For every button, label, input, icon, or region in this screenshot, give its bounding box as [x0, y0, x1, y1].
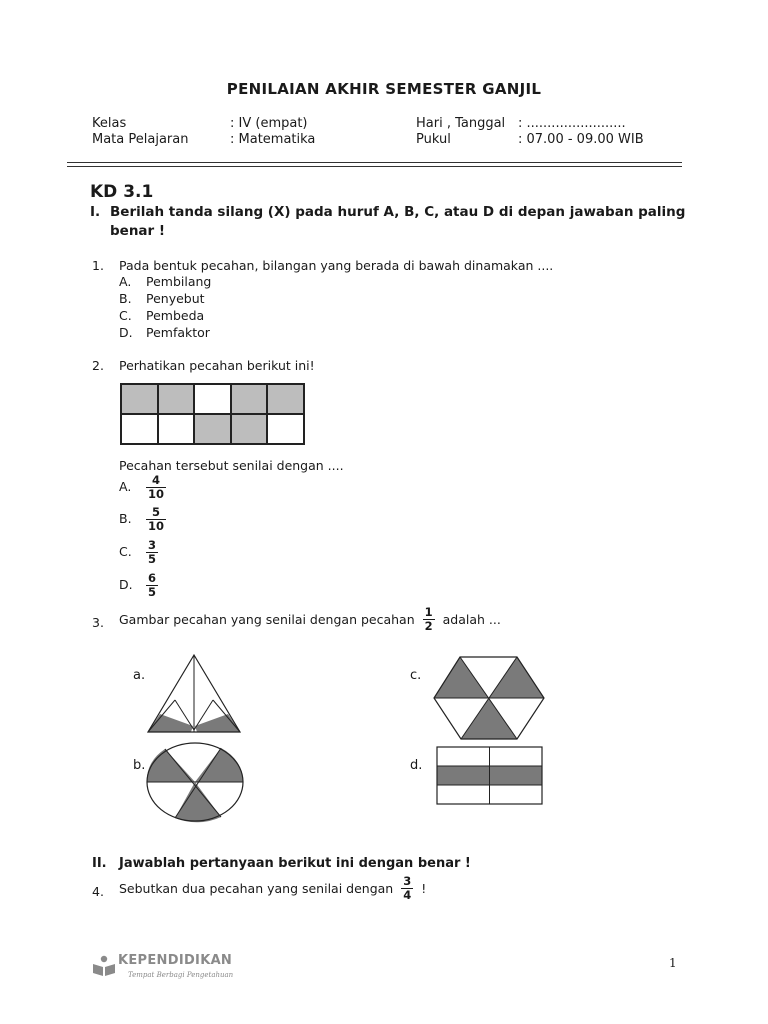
section-2-text: Jawablah pertanyaan berikut ini dengan benar ! [119, 856, 471, 871]
section-2-instruction [92, 856, 471, 871]
fraction-denominator: 2 [424, 619, 433, 633]
fraction-denominator: 10 [148, 519, 165, 533]
value-hari-tanggal: : ........................ [518, 116, 626, 131]
value-pukul: : 07.00 - 09.00 WIB [518, 132, 644, 147]
logo-name: KEPENDIDIKAN [118, 953, 233, 968]
question-4-text-before: Sebutkan dua pecahan yang senilai dengan [119, 881, 394, 896]
question-4-text-after: ! [421, 881, 427, 896]
page-title: PENILAIAN AKHIR SEMESTER GANJIL [226, 80, 542, 98]
question-4-fraction [401, 875, 413, 902]
grid-cell-shaded [267, 384, 304, 414]
question-2-text: Perhatikan pecahan berikut ini! [119, 358, 315, 373]
grid-cell-shaded [231, 414, 268, 444]
fraction [146, 572, 158, 599]
option-text: Pembeda [146, 308, 205, 323]
option-text: Pembilang [146, 274, 212, 289]
instruction-line-1: Berilah tanda silang (X) pada huruf A, B, C, atau D di depan jawaban paling [110, 204, 686, 220]
question-1-option-b [119, 290, 205, 307]
grid-cell-shaded [121, 384, 158, 414]
fraction-numerator: 6 [148, 571, 157, 585]
fraction-grid [120, 383, 305, 445]
shaded-region [195, 714, 240, 732]
option-letter: A. [119, 479, 132, 494]
option-text: Pemfaktor [146, 325, 210, 340]
fraction-numerator: 3 [403, 874, 412, 888]
book-person-icon [92, 955, 116, 977]
instruction-line-2: benar ! [110, 223, 166, 239]
fraction-numerator: 1 [424, 605, 433, 619]
page-number: 1 [669, 956, 677, 970]
question-3-fraction [423, 606, 435, 633]
question-1-text: Pada bentuk pecahan, bilangan yang berada di bawah dinamakan .... [119, 258, 554, 273]
fraction-denominator: 5 [148, 585, 157, 599]
fraction-numerator: 4 [146, 474, 166, 488]
option-letter: C. [119, 308, 132, 323]
kd-heading: KD 3.1 [90, 182, 154, 202]
picture-d-rectangle [436, 746, 544, 806]
section-2-roman: II. [92, 856, 107, 871]
label-hari-tanggal: Hari , Tanggal [416, 116, 506, 131]
fraction-denominator: 10 [148, 487, 165, 501]
question-2-text-2: Pecahan tersebut senilai dengan .... [119, 458, 344, 473]
question-4-text [119, 875, 426, 902]
option-letter: B. [119, 291, 132, 306]
grid-cell [194, 384, 231, 414]
question-2-option-b [119, 506, 166, 533]
question-2-option-d [119, 572, 158, 599]
question-1-option-a [119, 273, 211, 290]
fraction [146, 474, 166, 501]
option-text: Penyebut [146, 291, 205, 306]
fraction-denominator: 5 [148, 552, 157, 566]
question-1-option-c [119, 307, 204, 324]
shaded-region [489, 657, 544, 698]
option-letter: B. [119, 511, 132, 526]
grid-cell-shaded [231, 384, 268, 414]
option-letter: D. [119, 577, 133, 592]
picture-c-hexagon [432, 655, 546, 741]
question-3-number: 3. [92, 615, 104, 630]
question-2-option-a [119, 474, 166, 501]
option-letter: A. [119, 274, 132, 289]
grid-cell [158, 414, 195, 444]
picture-b-circle [145, 740, 245, 824]
label-kelas: Kelas [92, 116, 127, 131]
option-letter: C. [119, 544, 132, 559]
grid-cell-shaded [194, 414, 231, 444]
logo-tagline: Tempat Berbagi Pengetahuan [128, 971, 234, 979]
fraction [146, 506, 166, 533]
shaded-region [434, 657, 489, 698]
question-4-number: 4. [92, 884, 104, 899]
question-2-number: 2. [92, 358, 104, 373]
question-2-option-c [119, 539, 158, 566]
question-1-number: 1. [92, 258, 104, 273]
header-divider-bottom [67, 166, 682, 167]
picture-a-triangle [145, 652, 243, 740]
shaded-region [175, 782, 221, 822]
value-kelas: : IV (empat) [230, 116, 308, 131]
grid-cell [121, 414, 158, 444]
picture-label-b: b. [133, 758, 146, 773]
grid-cell-shaded [158, 384, 195, 414]
fraction-numerator: 5 [146, 506, 166, 520]
value-mata-pelajaran: : Matematika [230, 132, 316, 147]
label-mata-pelajaran: Mata Pelajaran [92, 132, 189, 147]
picture-label-c: c. [410, 668, 422, 683]
question-3-text [119, 606, 501, 633]
section-1-roman: I. [90, 204, 101, 220]
label-pukul: Pukul [416, 132, 451, 147]
fraction-denominator: 4 [403, 888, 412, 902]
fraction-numerator: 3 [148, 538, 157, 552]
shaded-region [461, 698, 517, 739]
fraction [146, 539, 158, 566]
grid-cell [267, 414, 304, 444]
shaded-region [148, 714, 193, 732]
picture-label-d: d. [410, 758, 423, 773]
option-letter: D. [119, 325, 133, 340]
question-1-option-d [119, 324, 210, 341]
question-3-text-after: adalah ... [442, 612, 501, 627]
header-divider-top [67, 162, 682, 163]
picture-label-a: a. [133, 668, 146, 683]
section-1-instruction [90, 203, 690, 241]
question-3-text-before: Gambar pecahan yang senilai dengan pecahan [119, 612, 415, 627]
